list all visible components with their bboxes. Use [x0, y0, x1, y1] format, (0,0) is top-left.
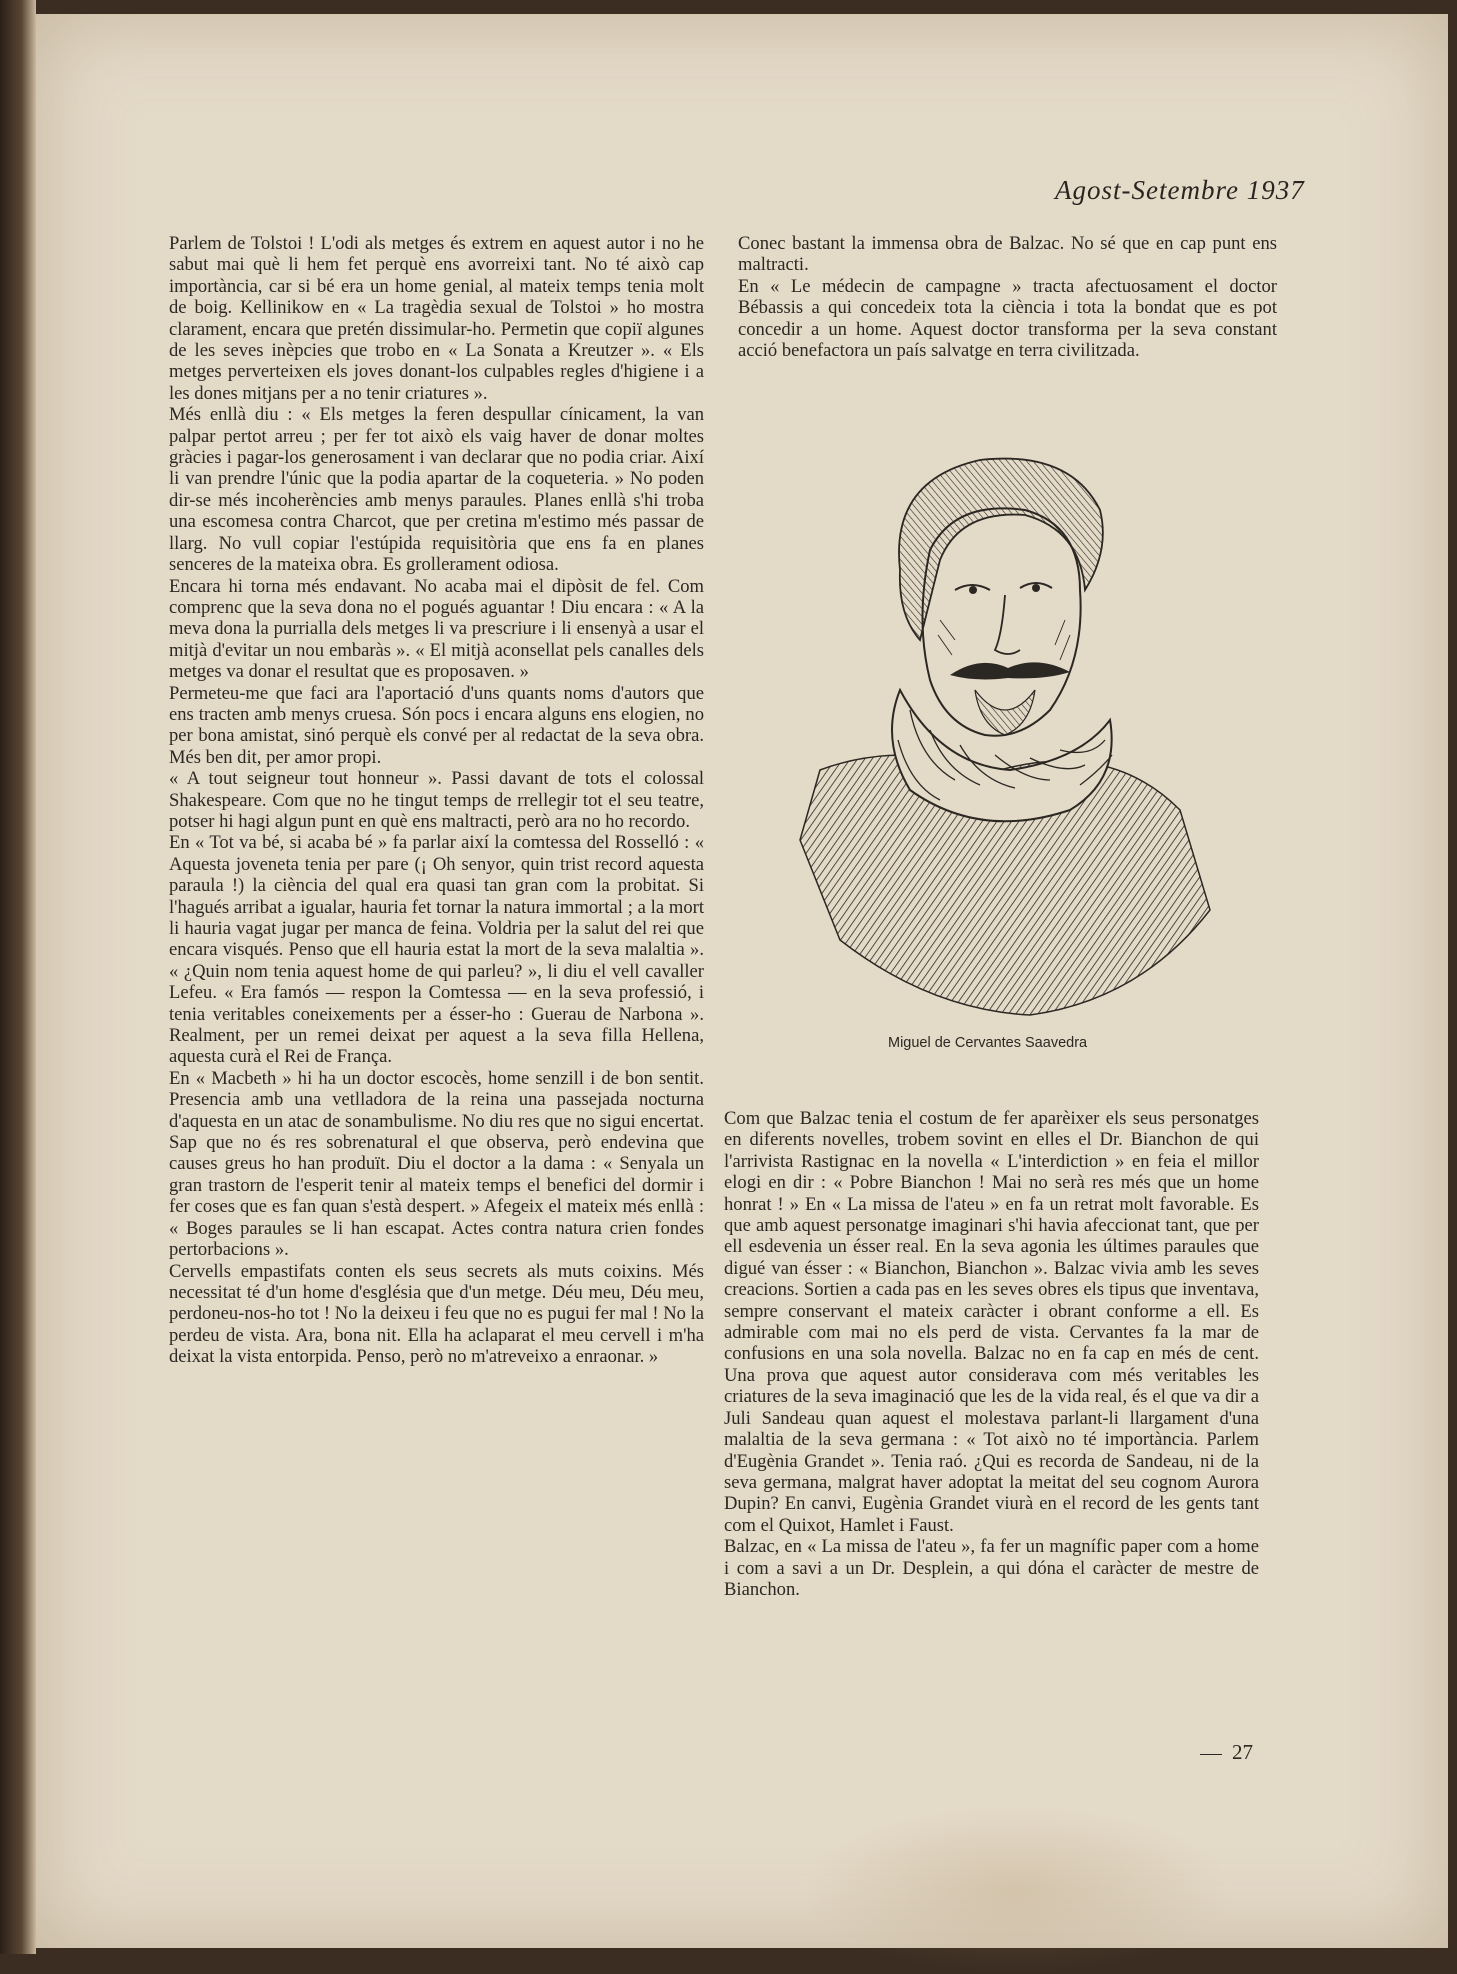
paragraph: Cervells empastifats conten els seus secrets als muts coixins. Més necessitat té d'un home d'església que d'un metge. Déu meu, Déu meu, perdoneu-nos-ho tot ! No la deixeu i feu que no es pugui fer mal ! No la perdeu de vista. Ara, bona nit. Ella ha aclaparat el meu cervell i m'ha deixat la vista entorpida. Penso, però no m'atreveixo a enraonar. »: [169, 1260, 704, 1368]
issue-date-header: Agost-Setembre 1937: [1055, 175, 1305, 205]
paragraph: Més enllà diu : « Els metges la feren despullar cínicament, la van palpar pertot arreu ; per fer tot això els vaig haver de donar moltes gràcies i pagar-los generosament i van declarar que no podia criar. Així li van prendre l'únic que la podia apartar de la coqueteria. » No poden dir-se més incoherències amb menys paraules. Planes enllà s'hi troba una escomesa contra Charcot, que per cretina m'estimo més passar de llarg. No vull copiar l'estúpida requisitòria que ens fa en planes senceres de la mateixa obra. Es grollerament odiosa.: [169, 404, 704, 576]
paragraph: En « Le médecin de campagne » tracta afectuosament el doctor Bébassis a qui concedeix tota la ciència i tota la bondat que es pot concedir a un home. Aquest doctor transforma per la seva constant acció benefactora un país salvatge en terra civilitzada.: [738, 275, 1277, 362]
paragraph: Com que Balzac tenia el costum de fer aparèixer els seus personatges en diferents novelles, trobem sovint en elles el Dr. Bianchon de qui l'arrivista Rastignac en la novella « L'interdiction » en feia el millor elogi en dir : « Pobre Bianchon ! Mai no serà res més que un home honrat ! » En « La missa de l'ateu » en fa un retrat molt favorable. Es que amb aquest personatge imaginari s'hi havia afeccionat tant, que per ell esdevenia un ésser real. En la seva agonia les últimes paraules que digué van ésser : « Bianchon, Bianchon ». Balzac vivia amb les seves creacions. Sortien a cada pas en les seves obres els tipus que inventava, sempre conservant el mateix caràcter i obrant conforme a ell. Es admirable com mai no els perd de vista. Cervantes fa la mar de confusions en una sola novella. Balzac no en fa cap en més de cent. Una prova que aquest autor considerava com més veritables les criatures de la seva imaginació que les de la vida real, és el que va dir a Juli Sandeau quan aquest el molestava parlant-li llargament d'una malaltia de la seva germana : « Tot això no té importància. Parlem d'Eugènia Grandet ». Tenia raó. ¿Qui es recorda de Sandeau, ni de la seva germana, malgrat haver adoptat la meitat del seu cognom Aurora Dupin? En canvi, Eugènia Grandet viurà en el record de les gents tant com el Quixot, Hamlet i Faust.: [724, 1108, 1259, 1536]
paragraph: En « Macbeth » hi ha un doctor escocès, home senzill i de bon sentit. Presencia amb una vetlladora de la reina una passejada nocturna d'aquesta en un atac de sonambulisme. No diu res que no sigui encertat. Sap que no és res sobrenatural el que observa, però endevina que causes greus ho han produït. Diu el doctor a la dama : « Senyala un gran trastorn de l'esperit tenir al mateix temps el benefici del dormir i fer coses que es fan quan s'està despert. » Afegeix el mateix més enllà : « Boges paraules se li han escapat. Actes contra natura crien fondes pertorbacions ».: [169, 1067, 704, 1261]
paragraph: « A tout seigneur tout honneur ». Passi davant de tots el colossal Shakespeare. Com que no he tingut temps de rrellegir tot el seu teatre, potser hi hagi algun punt en què ens maltracti, però ara no ho recordo.: [169, 768, 704, 832]
page-number: [1200, 1740, 1253, 1765]
page-number-value: 27: [1232, 1740, 1253, 1764]
paper-stain: [796, 1804, 1236, 1974]
left-column: [169, 233, 704, 1368]
page-number-dash: [1200, 1754, 1222, 1755]
paragraph: En « Tot va bé, si acaba bé » fa parlar així la comtessa del Rosselló : « Aquesta joveneta tenia per pare (¡ Oh senyor, quin trist record aquesta paraula !) la ciència del qual era quasi tan gran com la probitat. Si l'hagués arribat a igualar, hauria fet tornar la natura immortal ; a la mort li hauria vagat jugar per manca de feina. Voldria per la salut del rei que encara visqués. Penso que ell hauria estat la mort de la seva malaltia ». « ¿Quin nom tenia aquest home de qui parleu? », li diu el vell cavaller Lefeu. « Era famós — respon la Comtessa — en la seva professió, i tenia veritables coneixements per a ésser-ho : Guerau de Narbona ». Realment, per un remei deixat per aquest a la seva filla Hellena, aquesta curà el Rei de França.: [169, 832, 704, 1068]
right-column-top: [738, 233, 1277, 361]
paragraph: Conec bastant la immensa obra de Balzac. No sé que en cap punt ens maltracti.: [738, 233, 1277, 276]
paragraph: Balzac, en « La missa de l'ateu », fa fer un magnífic paper com a home i com a savi a un Dr. Desplein, a qui dóna el caràcter de mestre de Bianchon.: [724, 1536, 1259, 1600]
paragraph: Parlem de Tolstoi ! L'odi als metges és extrem en aquest autor i no he sabut mai què li hem fet perquè ens avorreixi tant. No té això cap importància, car si bé era un home genial, al mateix temps tenia molt de boig. Kellinikow en « La tragèdia sexual de Tolstoi » ho mostra clarament, encara que pretén dissimular-ho. Permetin que copiï algunes de les seves inèpcies que trobo en « La Sonata a Kreutzer ». « Els metges perverteixen els joves donant-los culpables regles d'higiene i a les dones mitjans per a no tenir criatures ».: [169, 233, 704, 404]
cervantes-portrait: [780, 440, 1220, 1020]
right-column-bottom: [724, 1108, 1259, 1600]
paragraph: Permeteu-me que faci ara l'aportació d'uns quants noms d'autors que ens tracten amb menys cruesa. Són pocs i encara alguns ens elogien, no per bona amistat, sinó perquè els convé per al redactat de la seva obra. Més ben dit, per amor propi.: [169, 682, 704, 768]
paragraph: Encara hi torna més endavant. No acaba mai el dipòsit de fel. Com comprenc que la seva dona no el pogués aguantar ! Diu encara : « A la meva dona la purrialla dels metges li va prescriure i li ensenyà a usar el mitjà d'evitar un nou embaràs ». « El mitjà aconsellat pels canalles dels metges va donar el resultat que es proposaven. »: [169, 575, 704, 683]
portrait-caption: Miguel de Cervantes Saavedra: [888, 1035, 1088, 1051]
previous-page-edge: [0, 0, 36, 1954]
